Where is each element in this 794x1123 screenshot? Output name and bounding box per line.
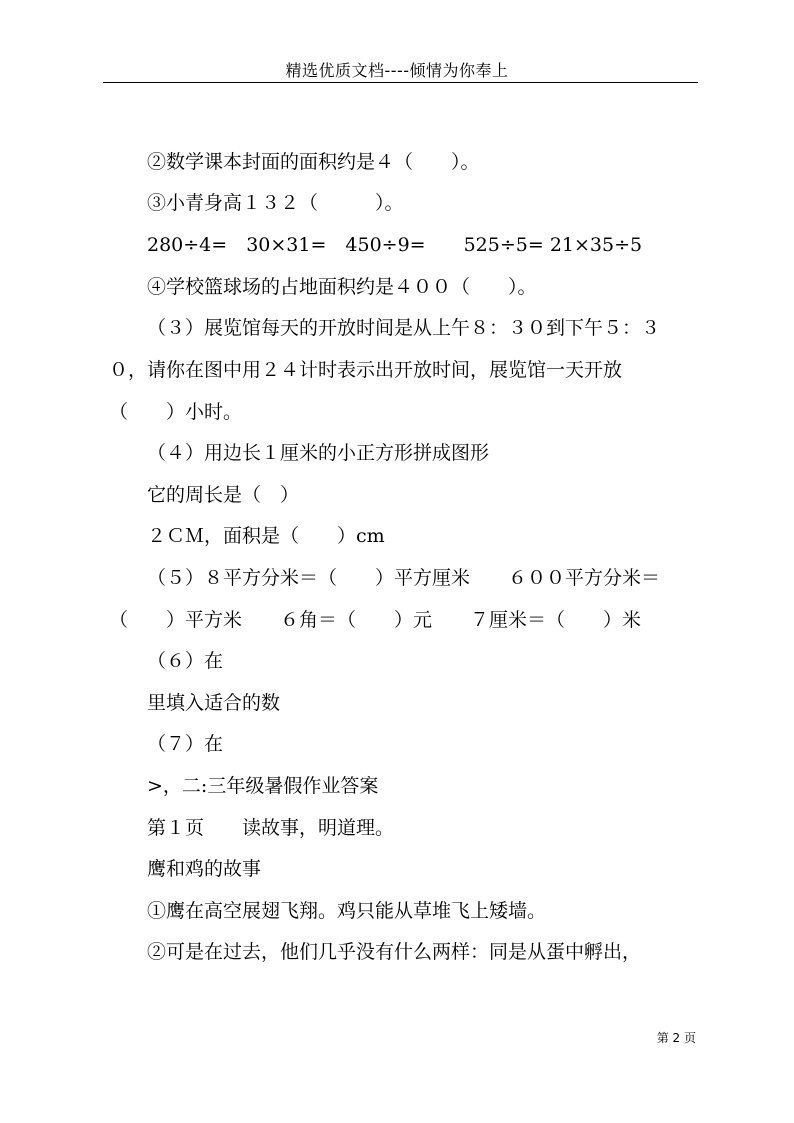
page-number: 第 2 页 [656,1031,696,1045]
text-line: 280÷4= 30×31= 450÷9= 525÷5= 21×35÷5 [147,234,643,256]
text-line: 里填入适合的数 [147,692,281,714]
text-line: ①鹰在高空展翅飞翔。鸡只能从草堆飞上矮墙。 [147,900,547,922]
header-divider [103,82,698,83]
page-header: 精选优质文档----倾情为你奉上 [285,61,509,80]
text-line: ０，请你在图中用２４计时表示出开放时间，展览馆一天开放 [109,359,623,381]
text-line: >，二:三年级暑假作业答案 [147,775,379,797]
text-line: 它的周长是（ ） [147,484,300,506]
text-line: ２ＣＭ，面积是（ ）cm [147,525,385,547]
text-line: （５）８平方分米＝（ ）平方厘米 ６００平方分米＝ [147,567,661,589]
text-line: ③小青身高１３２（ ）。 [147,192,404,214]
text-line: ④学校篮球场的占地面积约是４００（ ）。 [147,276,537,298]
text-line: ②可是在过去，他们几乎没有什么两样：同是从蛋中孵出， [147,941,642,963]
text-line: 鹰和鸡的故事 [147,858,262,880]
text-line: （ ）小时。 [109,401,243,423]
text-line: （７）在 [147,733,224,755]
text-line: （ ）平方米 ６角＝（ ）元 ７厘米＝（ ）米 [109,609,642,631]
text-line: 第１页 读故事，明道理。 [147,817,395,839]
text-line: ②数学课本封面的面积约是４（ ）。 [147,151,480,173]
text-line: （６）在 [147,650,224,672]
text-line: （４）用边长１厘米的小正方形拼成图形 [147,442,490,464]
text-line: （３）展览馆每天的开放时间是从上午８：３０到下午５：３ [147,317,661,339]
